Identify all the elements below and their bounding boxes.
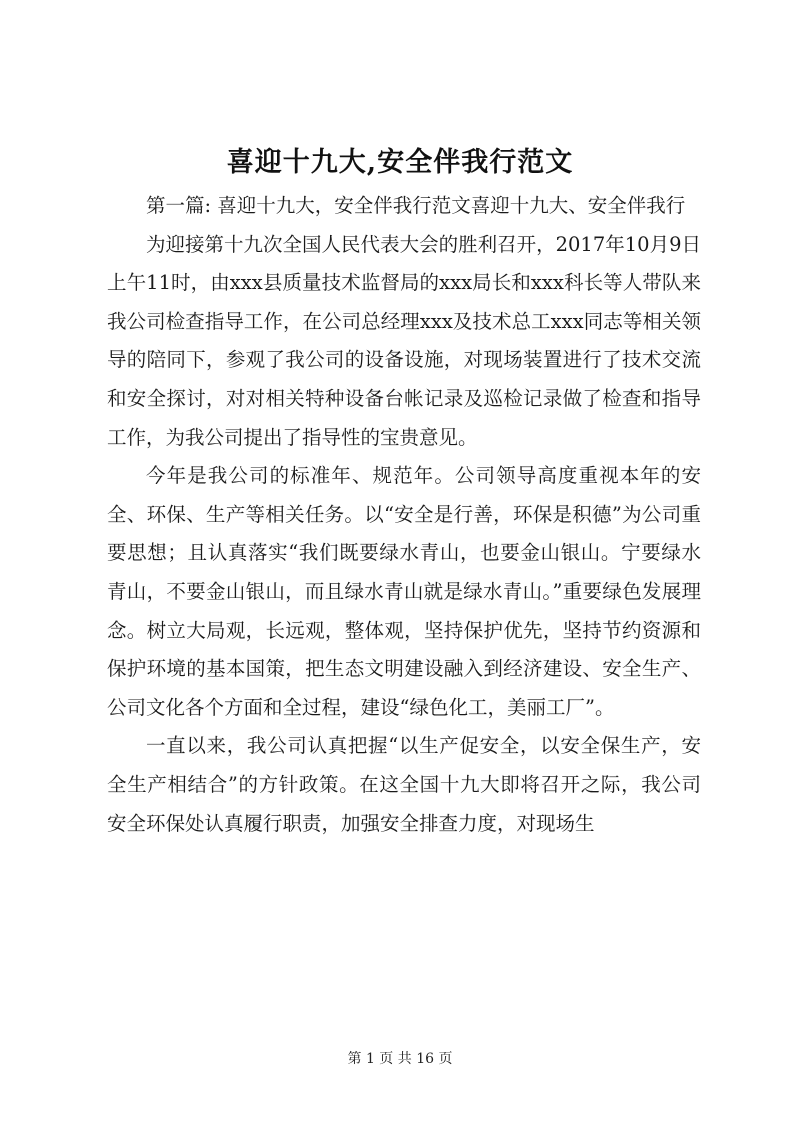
page-footer: 第 1 页 共 16 页: [347, 1051, 453, 1067]
document-body: [107, 187, 701, 843]
paragraph-4: 一直以来，我公司认真把握“以生产促安全，以安全保生产，安全生产相结合”的方针政策。在这全国十九大即将召开之际，我公司安全环保处认真履行职责，加强安全排查力度，对现场生: [107, 734, 701, 835]
paragraph-3: 今年是我公司的标准年、规范年。公司领导高度重视本年的安全、环保、生产等相关任务。以“安全是行善，环保是积德”为公司重要思想；且认真落实“我们既要绿水青山，也要金山银山。宁要绿水青山，不要金山银山，而且绿水青山就是绿水青山。”重要绿色发展理念。树立大局观，长远观，整体观，坚持保护优先，坚持节约资源和保护环境的基本国策，把生态文明建设融入到经济建设、安全生产、公司文化各个方面和全过程，建设“绿色化工，美丽工厂”。: [107, 464, 701, 719]
paragraph-1: 第一篇: 喜迎十九大，安全伴我行范文喜迎十九大、安全伴我行: [146, 194, 686, 217]
document-title: 喜迎十九大,安全伴我行范文: [226, 147, 574, 178]
paragraph-2: 为迎接第十九次全国人民代表大会的胜利召开，2017年10月9日上午11时，由xxx县质量技术监督局的xxx局长和xxx科长等人带队来我公司检查指导工作，在公司总经理xxx及技术总工xxx同志等相关领导的陪同下，参观了我公司的设备设施，对现场装置进行了技术交流和安全探讨，对对相关特种设备台帐记录及巡检记录做了检查和指导工作，为我公司提出了指导性的宝贵意见。: [107, 232, 701, 449]
